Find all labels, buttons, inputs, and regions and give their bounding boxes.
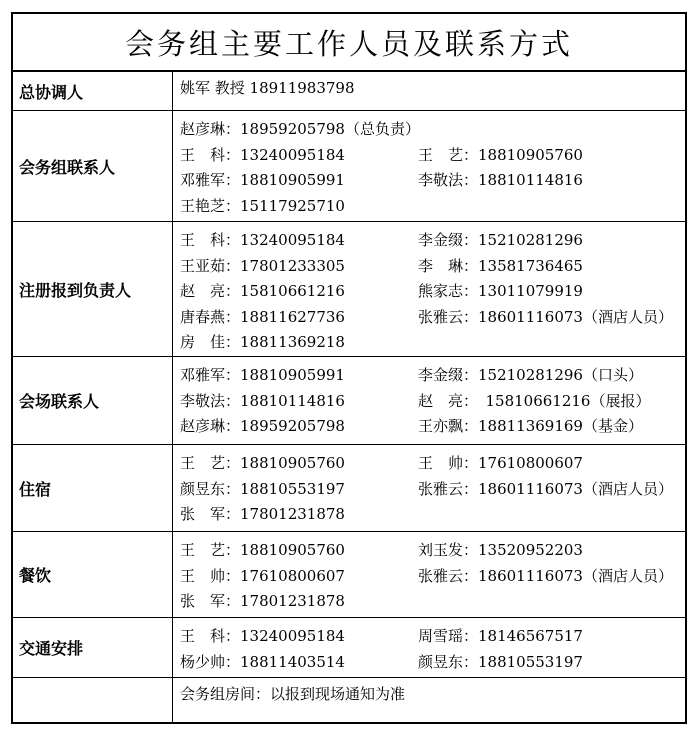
contact-entry: 李 琳：13581736465 (418, 256, 583, 275)
row-label: 住宿 (13, 445, 173, 531)
contact-line (173, 226, 685, 252)
contact-entry: 房 佳：18811369218 (180, 333, 345, 351)
row-content (173, 222, 685, 356)
row-content (173, 357, 685, 444)
contact-entry: 王 帅：17610800607 (180, 566, 345, 585)
contact-text: 姚军 教授 18911983798 (180, 79, 355, 97)
row-label: 餐饮 (13, 532, 173, 617)
row-content (173, 445, 685, 531)
contact-entry: 杨少帅：18811403514 (180, 652, 345, 671)
row-label: 交通安排 (13, 618, 173, 677)
title-row (13, 14, 685, 72)
row-label: 会务组联系人 (13, 111, 173, 221)
table-row (13, 222, 685, 357)
table-row (13, 532, 685, 618)
table-row (13, 678, 685, 724)
contact-entry: 赵彦琳：18959205798 (180, 417, 345, 435)
contact-entry: 赵 亮： 15810661216（展报） (418, 391, 651, 410)
contact-entry: 赵彦琳：18959205798（总负责） (180, 120, 420, 138)
row-content (173, 72, 685, 110)
table-row (13, 111, 685, 222)
contact-line (173, 328, 685, 354)
row-label: 总协调人 (13, 72, 173, 110)
contact-line (173, 141, 685, 167)
contact-line (173, 622, 685, 648)
contact-line (173, 587, 685, 613)
contact-entry: 王亦飘：18811369169（基金） (418, 417, 643, 435)
table-row (13, 357, 685, 445)
contact-line (173, 449, 685, 475)
row-label (13, 678, 173, 724)
contact-line (173, 500, 685, 526)
contact-entry: 刘玉发：13520952203 (418, 541, 583, 559)
table-row (13, 618, 685, 678)
contact-entry: 邓雅军：18810905991 (180, 171, 345, 189)
contact-entry: 王 科：13240095184 (180, 145, 345, 164)
contact-table (11, 12, 687, 724)
contact-line (173, 166, 685, 192)
contact-line (173, 412, 685, 438)
contact-entry: 唐春燕：18811627736 (180, 307, 345, 326)
contact-entry: 张雅云：18601116073（酒店人员） (418, 307, 673, 326)
contact-entry: 邓雅军：18810905991 (180, 366, 345, 384)
contact-entry: 王 科：13240095184 (180, 627, 345, 645)
row-label: 注册报到负责人 (13, 222, 173, 356)
contact-line (173, 648, 685, 674)
contact-entry: 王艳芝：15117925710 (180, 196, 345, 215)
contact-entry: 张 军：17801231878 (180, 592, 345, 610)
contact-entry: 颜昱东：18810553197 (180, 479, 345, 498)
contact-line (173, 277, 685, 303)
table-row (13, 72, 685, 111)
contact-entry: 王 帅：17610800607 (418, 454, 583, 472)
contact-entry: 张雅云：18601116073（酒店人员） (418, 566, 673, 585)
contact-line (173, 536, 685, 562)
contact-entry: 周雪瑶：18146567517 (418, 627, 583, 645)
contact-line (173, 361, 685, 387)
contact-entry: 李敬法：18810114816 (418, 171, 583, 189)
row-content (173, 678, 685, 724)
row-label: 会场联系人 (13, 357, 173, 444)
contact-entry: 李金缀：15210281296（口头） (418, 366, 643, 384)
contact-entry: 张 军：17801231878 (180, 505, 345, 523)
contact-entry: 王 科：13240095184 (180, 231, 345, 249)
contact-line (173, 252, 685, 278)
contact-entry: 赵 亮：15810661216 (180, 282, 345, 300)
contact-entry: 王亚茹：17801233305 (180, 256, 345, 275)
contact-entry: 颜昱东：18810553197 (418, 652, 583, 671)
row-content (173, 532, 685, 617)
contact-entry: 李敬法：18810114816 (180, 391, 345, 410)
contact-line (173, 303, 685, 329)
contact-line (173, 562, 685, 588)
contact-line (173, 192, 685, 218)
contact-entry: 王 艺：18810905760 (418, 145, 583, 164)
contact-line (173, 475, 685, 501)
row-content (173, 618, 685, 677)
contact-line (173, 115, 685, 141)
contact-entry: 张雅云：18601116073（酒店人员） (418, 479, 673, 498)
contact-entry: 王 艺：18810905760 (180, 541, 345, 559)
page-title: 会务组主要工作人员及联系方式 (124, 26, 573, 61)
contact-line (173, 387, 685, 413)
contact-entry: 熊家志：13011079919 (418, 282, 583, 300)
row-content (173, 111, 685, 221)
table-row (13, 445, 685, 532)
contact-text: 会务组房间：以报到现场通知为准 (180, 685, 406, 703)
contact-entry: 王 艺：18810905760 (180, 454, 345, 472)
contact-entry: 李金缀：15210281296 (418, 231, 583, 249)
